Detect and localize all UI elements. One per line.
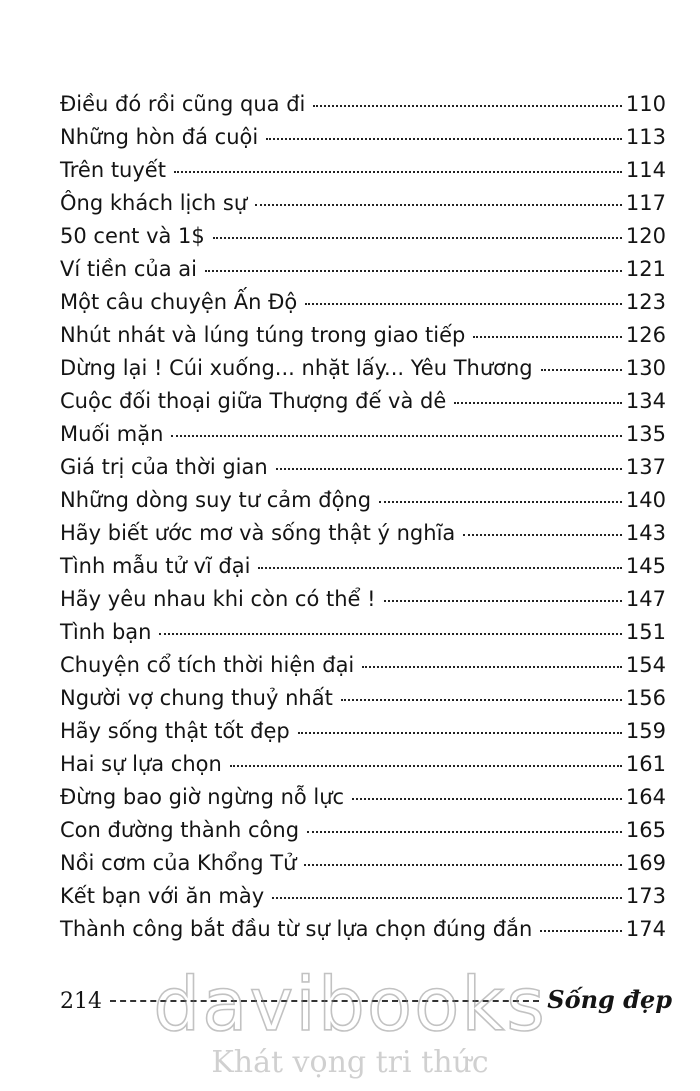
toc-entry-title: Người vợ chung thuỷ nhất (60, 686, 333, 710)
toc-entry-page: 165 (625, 818, 666, 842)
toc-entry (60, 583, 666, 616)
toc-entry-page: 145 (625, 554, 666, 578)
toc-entry (60, 880, 666, 913)
toc-entry-title: Cuộc đối thoại giữa Thượng đế và dê (60, 389, 447, 413)
dot-leader (276, 467, 622, 470)
dot-leader (341, 698, 622, 701)
toc-entry-page: 156 (625, 686, 666, 710)
dot-leader (540, 929, 622, 932)
toc-entry-title: Hãy yêu nhau khi còn có thể ! (60, 587, 376, 611)
toc-entry (60, 748, 666, 781)
toc-entry (60, 649, 666, 682)
toc-entry (60, 253, 666, 286)
toc-entry-title: Hai sự lựa chọn (60, 752, 222, 776)
toc-entry (60, 154, 666, 187)
toc-entry-title: Tình bạn (60, 620, 152, 644)
page-footer (60, 985, 672, 1014)
toc-entry (60, 121, 666, 154)
toc-entry-page: 134 (625, 389, 666, 413)
toc-entry (60, 385, 666, 418)
dot-leader (255, 203, 622, 206)
toc-entry-page: 169 (625, 851, 666, 875)
toc-entry-page: 123 (625, 290, 666, 314)
watermark (0, 962, 700, 1083)
dot-leader (171, 434, 621, 437)
toc-entry (60, 682, 666, 715)
dot-leader (307, 830, 622, 833)
toc-entry (60, 517, 666, 550)
toc-entry-title: Tình mẫu tử vĩ đại (60, 554, 251, 578)
toc-entry (60, 88, 666, 121)
book-title: Sống đẹp (547, 985, 672, 1014)
toc-entry (60, 451, 666, 484)
toc-entry-page: 110 (625, 92, 666, 116)
toc-entry-page: 113 (625, 125, 666, 149)
dot-leader (384, 599, 622, 602)
toc-entry-page: 117 (625, 191, 666, 215)
dot-leader (230, 764, 622, 767)
dot-leader (304, 863, 622, 866)
toc-entry-page: 143 (625, 521, 666, 545)
dot-leader (305, 302, 622, 305)
toc-entry (60, 814, 666, 847)
toc-entry-title: Điều đó rồi cũng qua đi (60, 92, 306, 116)
dot-leader (213, 236, 622, 239)
toc-entry-page: 161 (625, 752, 666, 776)
dot-leader (473, 335, 622, 338)
dot-leader (174, 170, 622, 173)
table-of-contents (60, 88, 666, 946)
dot-leader (205, 269, 622, 272)
toc-entry-title: Hãy biết ước mơ và sống thật ý nghĩa (60, 521, 456, 545)
toc-entry-page: 174 (625, 917, 666, 941)
toc-entry-title: Một câu chuyện Ấn Độ (60, 290, 298, 314)
toc-entry (60, 187, 666, 220)
toc-entry-page: 126 (625, 323, 666, 347)
dot-leader (266, 137, 622, 140)
toc-entry (60, 847, 666, 880)
toc-entry-title: Trên tuyết (60, 158, 166, 182)
dot-leader (313, 104, 622, 107)
toc-entry-title: Đừng bao giờ ngừng nỗ lực (60, 785, 345, 809)
toc-entry-page: 140 (625, 488, 666, 512)
toc-entry-title: Những hòn đá cuội (60, 125, 259, 149)
toc-entry (60, 286, 666, 319)
dot-leader (258, 566, 621, 569)
toc-entry (60, 550, 666, 583)
dot-leader (362, 665, 622, 668)
dot-leader (379, 500, 622, 503)
toc-entry-title: Thành công bắt đầu từ sự lựa chọn đúng đắn (60, 917, 533, 941)
toc-entry-title: Chuyện cổ tích thời hiện đại (60, 653, 355, 677)
toc-entry-page: 159 (625, 719, 666, 743)
toc-entry-page: 135 (625, 422, 666, 446)
dot-leader (159, 632, 621, 635)
toc-entry-page: 151 (625, 620, 666, 644)
toc-entry (60, 715, 666, 748)
watermark-tagline: Khát vọng tri thức (211, 1045, 489, 1080)
watermark-brand: davibooks (153, 962, 547, 1048)
toc-entry-page: 130 (625, 356, 666, 380)
toc-entry-title: Con đường thành công (60, 818, 300, 842)
toc-entry-title: Nồi cơm của Khổng Tử (60, 851, 297, 875)
toc-entry (60, 616, 666, 649)
page-number: 214 (60, 989, 102, 1014)
toc-entry-title: Hãy sống thật tốt đẹp (60, 719, 290, 743)
dot-leader (463, 533, 622, 536)
toc-entry-title: Kết bạn với ăn mày (60, 884, 265, 908)
toc-entry-page: 173 (625, 884, 666, 908)
toc-entry-title: Giá trị của thời gian (60, 455, 268, 479)
toc-entry (60, 352, 666, 385)
toc-entry-page: 137 (625, 455, 666, 479)
dot-leader (272, 896, 622, 899)
toc-entry-title: Muối mặn (60, 422, 164, 446)
toc-entry-page: 147 (625, 587, 666, 611)
toc-entry-page: 154 (625, 653, 666, 677)
toc-entry (60, 484, 666, 517)
toc-entry-title: Ông khách lịch sự (60, 191, 248, 215)
toc-entry-page: 120 (625, 224, 666, 248)
toc-entry-page: 114 (625, 158, 666, 182)
toc-entry-page: 121 (625, 257, 666, 281)
dot-leader (298, 731, 622, 734)
dot-leader (454, 401, 622, 404)
toc-entry (60, 781, 666, 814)
toc-entry-page: 164 (625, 785, 666, 809)
toc-entry (60, 220, 666, 253)
toc-entry-title: 50 cent và 1$ (60, 224, 205, 248)
toc-entry-title: Ví tiền của ai (60, 257, 197, 281)
toc-entry-title: Nhút nhát và lúng túng trong giao tiếp (60, 323, 466, 347)
dot-leader (352, 797, 622, 800)
toc-entry (60, 418, 666, 451)
toc-entry-title: Những dòng suy tư cảm động (60, 488, 372, 512)
toc-entry-title: Dừng lại ! Cúi xuống... nhặt lấy... Yêu Thương (60, 356, 533, 380)
toc-entry (60, 913, 666, 946)
footer-rule (110, 999, 539, 1002)
toc-entry (60, 319, 666, 352)
dot-leader (541, 368, 622, 371)
